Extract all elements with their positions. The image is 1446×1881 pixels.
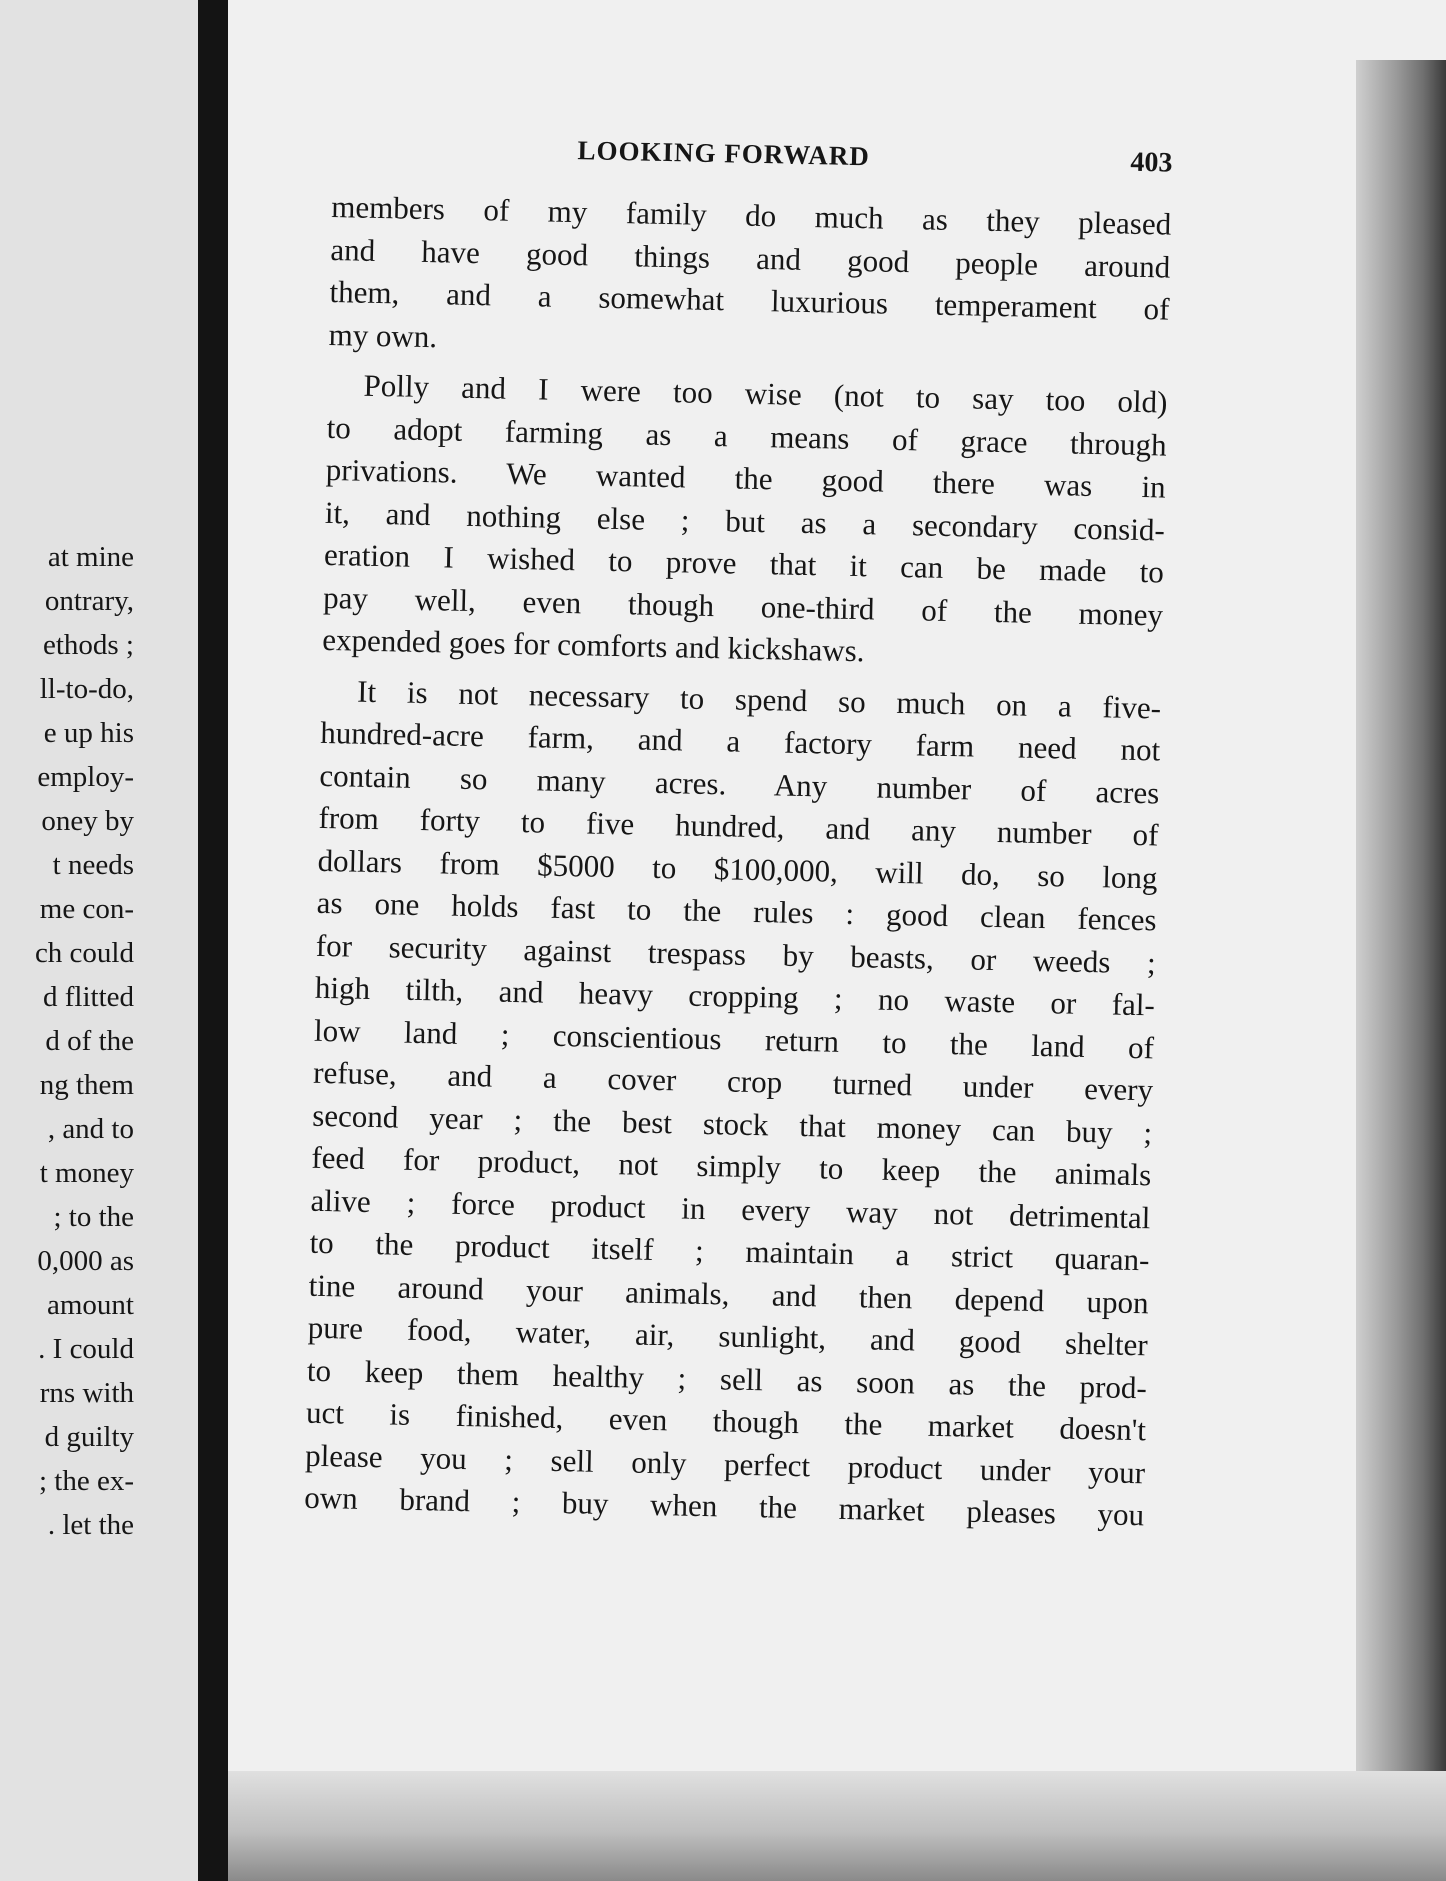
left-line: e up his <box>43 717 134 749</box>
text-line: It is not necessary to spend so much on a five- <box>356 673 1162 725</box>
text-line: it, and nothing else ; but as a secondary consid- <box>324 494 1166 548</box>
text-line: for security against trespass by beasts, or weeds ; <box>315 927 1157 980</box>
text-line: members of my family do much as they pleased <box>330 188 1172 242</box>
page-edge-right <box>1356 60 1446 1850</box>
text-line: pay well, even though one-third of the money <box>322 579 1164 632</box>
text-line: pure food, water, air, sunlight, and good shelter <box>307 1309 1149 1363</box>
left-line: ; to the <box>53 1201 134 1233</box>
page-edge-bottom <box>228 1771 1446 1881</box>
left-line: oney by <box>41 805 134 837</box>
text-line: tine around your animals, and then depend upon <box>308 1267 1149 1320</box>
text-line: and have good things and good people around <box>330 231 1171 285</box>
text-line: contain so many acres. Any number of acres <box>319 757 1160 810</box>
right-page <box>228 0 1446 1881</box>
text-line: refuse, and a cover crop turned under every <box>312 1054 1154 1108</box>
text-line: my own. <box>328 316 438 354</box>
left-line: ; the ex- <box>38 1465 134 1497</box>
text-line: uct is finished, even though the market doesn't <box>305 1394 1147 1448</box>
left-line: ontrary, <box>44 585 134 617</box>
text-line: eration I wished to prove that it can be made to <box>323 536 1165 590</box>
text-line: dollars from $5000 to $100,000, will do, so long <box>317 842 1158 895</box>
text-line: to adopt farming as a means of grace through <box>326 409 1167 463</box>
text-line: expended goes for comforts and kickshaws. <box>321 621 865 669</box>
book-gutter <box>198 0 228 1881</box>
text-line: own brand ; buy when the market pleases you <box>303 1479 1145 1533</box>
text-line: to the product itself ; maintain a strict quaran- <box>309 1224 1150 1278</box>
text-line: from forty to five hundred, and any number of <box>318 799 1159 853</box>
text-line: low land ; conscientious return to the land of <box>313 1012 1155 1065</box>
left-line: . let the <box>47 1509 134 1541</box>
left-line: d of the <box>45 1025 134 1057</box>
left-line: ll-to-do, <box>39 673 134 705</box>
left-page <box>0 0 214 1881</box>
left-line: rns with <box>39 1377 134 1409</box>
left-line: amount <box>47 1289 134 1321</box>
paragraph <box>304 669 1162 1536</box>
text-line: them, and a somewhat luxurious temperament of <box>329 273 1170 327</box>
left-line: t money <box>39 1157 134 1189</box>
left-line: d guilty <box>44 1421 134 1453</box>
left-line: d flitted <box>42 981 134 1013</box>
left-line: me con- <box>39 893 134 925</box>
left-line: . I could <box>38 1333 134 1365</box>
left-line: ch could <box>34 937 134 969</box>
text-line: hundred-acre farm, and a factory farm need not <box>319 714 1161 768</box>
text-line: alive ; force product in every way not detrimental <box>310 1182 1151 1235</box>
paragraph <box>328 186 1171 374</box>
left-line: employ- <box>37 761 134 793</box>
left-line: 0,000 as <box>37 1245 134 1277</box>
text-line: privations. We wanted the good there was in <box>325 451 1167 505</box>
left-line: t needs <box>52 849 134 881</box>
text-line: feed for product, not simply to keep the animals <box>311 1139 1152 1193</box>
text-line: Polly and I were too wise (not to say too old) <box>363 367 1168 420</box>
left-line: , and to <box>47 1113 134 1145</box>
text-line: as one holds fast to the rules : good clean fences <box>316 884 1157 938</box>
body-text <box>304 186 1172 1537</box>
page-number: 403 <box>1130 146 1173 179</box>
left-line: at mine <box>47 541 134 573</box>
left-line: ethods ; <box>42 629 134 661</box>
text-line: second year ; the best stock that money can buy ; <box>311 1097 1153 1150</box>
running-head: LOOKING FORWARD <box>577 135 871 172</box>
left-page-text <box>0 535 134 1547</box>
paragraph <box>322 364 1168 679</box>
page-content <box>304 128 1173 1545</box>
left-line: ng them <box>39 1069 134 1101</box>
text-line: please you ; sell only perfect product under your <box>304 1437 1146 1490</box>
text-line: high tilth, and heavy cropping ; no waste or fal- <box>314 969 1156 1023</box>
text-line: to keep them healthy ; sell as soon as the prod- <box>306 1352 1148 1405</box>
